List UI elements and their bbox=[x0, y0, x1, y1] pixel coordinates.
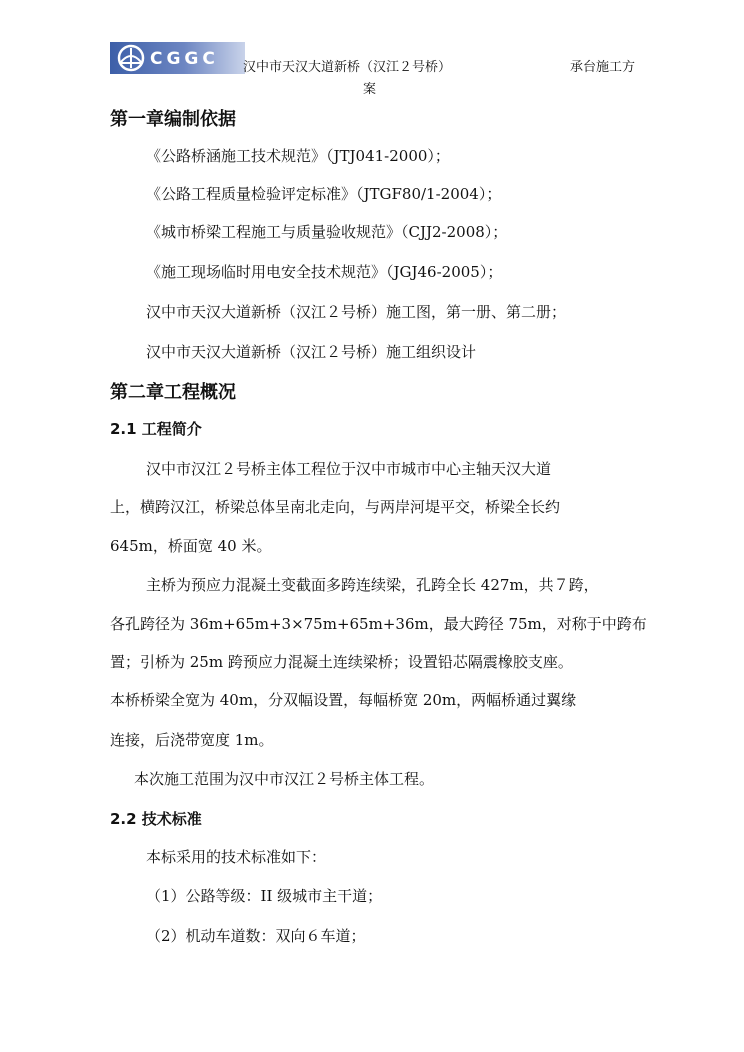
logo-text: CGGC bbox=[150, 49, 219, 69]
reference-item-3: 《城市桥梁工程施工与质量验收规范》（CJJ2-2008）； bbox=[146, 223, 508, 241]
paragraph-2-line: 各孔跨径为 36m+65m+3×75m+65m+36m，最大跨径 75m，对称于中跨布 bbox=[110, 615, 647, 633]
paragraph-2-line: 主桥为预应力混凝土变截面多跨连续梁，孔跨全长 427m，共７跨， bbox=[146, 576, 599, 594]
reference-item-1: 《公路桥涵施工技术规范》（JTJ041-2000）； bbox=[146, 147, 450, 165]
section-2-2-title: 2.2 技术标准 bbox=[110, 810, 202, 828]
paragraph-1-line: 汉中市汉江２号桥主体工程位于汉中市城市中心主轴天汉大道 bbox=[146, 460, 552, 478]
header-title: 汉中市天汉大道新桥（汉江２号桥） bbox=[243, 60, 452, 75]
header-doc-type: 承台施工方 bbox=[570, 60, 636, 75]
reference-item-6: 汉中市天汉大道新桥（汉江２号桥）施工组织设计 bbox=[146, 343, 477, 361]
reference-item-2: 《公路工程质量检验评定标准》（JTGF80/1-2004）； bbox=[146, 185, 502, 203]
paragraph-2-line: 连接，后浇带宽度 1m。 bbox=[110, 731, 274, 749]
standards-intro: 本标采用的技术标准如下： bbox=[146, 848, 327, 866]
section-2-1-title: 2.1 工程简介 bbox=[110, 420, 202, 438]
paragraph-3: 本次施工范围为汉中市汉江２号桥主体工程。 bbox=[134, 770, 435, 788]
paragraph-2-line: 本桥桥梁全宽为 40m，分双幅设置，每幅桥宽 20m，两幅桥通过翼缘 bbox=[110, 691, 577, 709]
page-header bbox=[110, 42, 640, 102]
paragraph-1-line: 645m，桥面宽 40 米。 bbox=[110, 537, 272, 555]
chapter-1-title: 第一章编制依据 bbox=[110, 109, 236, 130]
reference-item-4: 《施工现场临时用电安全技术规范》（JGJ46-2005）； bbox=[146, 263, 503, 281]
paragraph-2-line: 置；引桥为 25m 跨预应力混凝土连续梁桥；设置铅芯隔震橡胶支座。 bbox=[110, 653, 573, 671]
chapter-2-title: 第二章工程概况 bbox=[110, 382, 236, 403]
header-doc-type-wrap: 案 bbox=[363, 82, 377, 97]
paragraph-1-line: 上，横跨汉江，桥梁总体呈南北走向，与两岸河堤平交，桥梁全长约 bbox=[110, 498, 561, 516]
company-logo bbox=[110, 42, 245, 74]
reference-item-5: 汉中市天汉大道新桥（汉江２号桥）施工图，第一册、第二册； bbox=[146, 303, 567, 321]
standard-item-2: （2）机动车道数：双向６车道； bbox=[146, 927, 366, 945]
standard-item-1: （1）公路等级：II 级城市主干道； bbox=[146, 887, 383, 905]
bridge-logo-icon bbox=[116, 44, 146, 72]
